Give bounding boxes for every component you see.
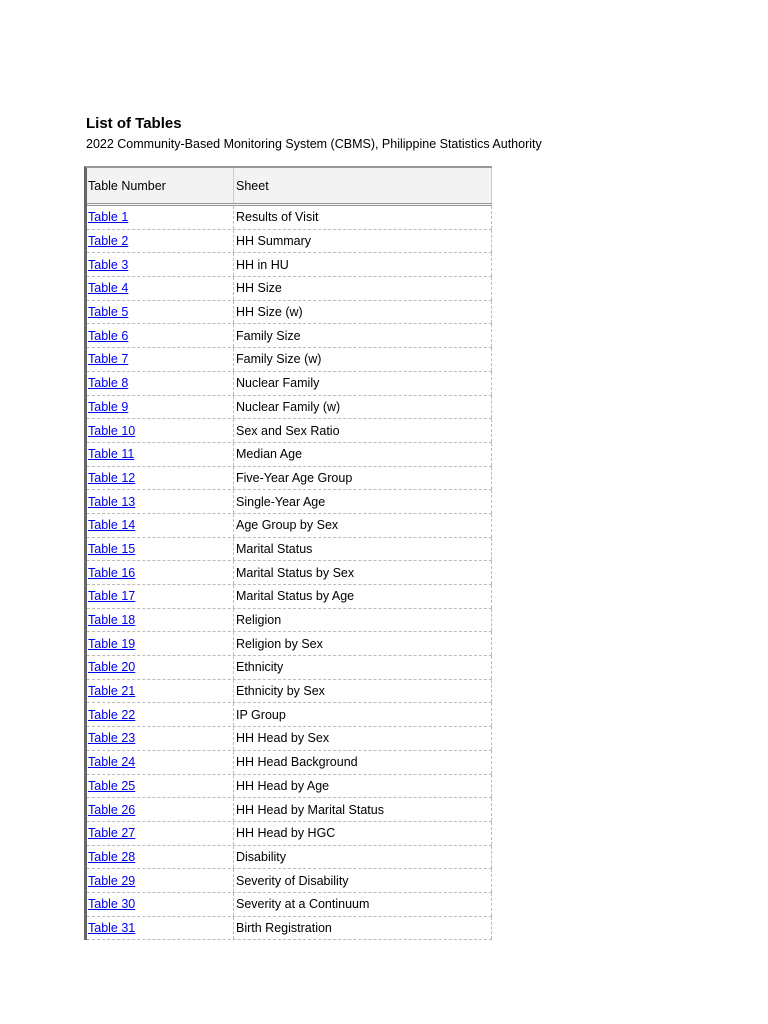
table-number-cell	[87, 467, 234, 490]
table-row	[87, 253, 492, 277]
table-number-cell	[87, 869, 234, 892]
sheet-name-cell: Median Age	[234, 443, 492, 466]
subtitle: 2022 Community-Based Monitoring System (CBMS), Philippine Statistics Authority	[86, 137, 542, 151]
table-row	[87, 846, 492, 870]
table-link[interactable]: Table 14	[88, 518, 136, 533]
sheet-name-cell: Severity of Disability	[234, 869, 492, 892]
sheet-name-cell: HH Size	[234, 277, 492, 300]
table-row	[87, 609, 492, 633]
sheet-name-cell: Religion	[234, 609, 492, 632]
table-row	[87, 372, 492, 396]
table-link[interactable]: Table 19	[88, 636, 136, 651]
sheet-name-cell: Marital Status by Sex	[234, 561, 492, 584]
table-link[interactable]: Table 5	[88, 305, 129, 320]
table-link[interactable]: Table 3	[88, 257, 129, 272]
sheet-name-cell: Nuclear Family	[234, 372, 492, 395]
table-number-cell	[87, 372, 234, 395]
table-link[interactable]: Table 9	[88, 399, 129, 414]
table-number-cell	[87, 751, 234, 774]
table-link[interactable]: Table 21	[88, 684, 136, 699]
table-row	[87, 585, 492, 609]
table-link[interactable]: Table 2	[88, 234, 129, 249]
table-link[interactable]: Table 18	[88, 613, 136, 628]
table-link[interactable]: Table 25	[88, 778, 136, 793]
table-link[interactable]: Table 23	[88, 731, 136, 746]
table-number-cell	[87, 324, 234, 347]
table-number-cell	[87, 680, 234, 703]
table-row	[87, 467, 492, 491]
table-number-cell	[87, 632, 234, 655]
subtitle-container	[86, 135, 542, 153]
table-number-cell	[87, 443, 234, 466]
table-row	[87, 324, 492, 348]
table-link[interactable]: Table 4	[88, 281, 129, 296]
table-row	[87, 561, 492, 585]
table-number-cell	[87, 609, 234, 632]
table-row	[87, 230, 492, 254]
sheet-name-cell: Age Group by Sex	[234, 514, 492, 537]
table-link[interactable]: Table 31	[88, 920, 136, 935]
table-number-cell	[87, 206, 234, 229]
table-link[interactable]: Table 8	[88, 376, 129, 391]
table-row	[87, 680, 492, 704]
table-link[interactable]: Table 30	[88, 897, 136, 912]
sheet-name-cell: HH Head by HGC	[234, 822, 492, 845]
header-table-number: Table Number	[87, 168, 234, 203]
sheet-name-cell: HH Head by Marital Status	[234, 798, 492, 821]
table-row	[87, 277, 492, 301]
table-link[interactable]: Table 27	[88, 826, 136, 841]
tables-list	[84, 166, 492, 940]
table-link[interactable]: Table 20	[88, 660, 136, 675]
table-link[interactable]: Table 10	[88, 423, 136, 438]
table-row	[87, 419, 492, 443]
table-number-cell	[87, 490, 234, 513]
sheet-name-cell: Sex and Sex Ratio	[234, 419, 492, 442]
table-row	[87, 703, 492, 727]
sheet-name-cell: Nuclear Family (w)	[234, 396, 492, 419]
table-number-cell	[87, 893, 234, 916]
table-link[interactable]: Table 22	[88, 707, 136, 722]
table-number-cell	[87, 230, 234, 253]
table-row	[87, 893, 492, 917]
table-row	[87, 396, 492, 420]
table-link[interactable]: Table 29	[88, 873, 136, 888]
table-number-cell	[87, 253, 234, 276]
table-row	[87, 348, 492, 372]
table-number-cell	[87, 917, 234, 940]
sheet-name-cell: HH Size (w)	[234, 301, 492, 324]
table-link[interactable]: Table 16	[88, 565, 136, 580]
table-link[interactable]: Table 28	[88, 849, 136, 864]
table-row	[87, 727, 492, 751]
sheet-name-cell: Disability	[234, 846, 492, 869]
sheet-name-cell: HH Head Background	[234, 751, 492, 774]
table-row	[87, 538, 492, 562]
table-number-cell	[87, 727, 234, 750]
table-link[interactable]: Table 15	[88, 541, 136, 556]
sheet-name-cell: Marital Status	[234, 538, 492, 561]
table-row	[87, 514, 492, 538]
table-header-row	[87, 168, 492, 206]
table-number-cell	[87, 585, 234, 608]
sheet-name-cell: IP Group	[234, 703, 492, 726]
table-number-cell	[87, 561, 234, 584]
table-link[interactable]: Table 1	[88, 210, 129, 225]
table-number-cell	[87, 538, 234, 561]
table-row	[87, 822, 492, 846]
table-row	[87, 917, 492, 941]
table-row	[87, 443, 492, 467]
table-number-cell	[87, 656, 234, 679]
table-number-cell	[87, 396, 234, 419]
sheet-name-cell: HH Head by Age	[234, 775, 492, 798]
table-row	[87, 301, 492, 325]
table-link[interactable]: Table 26	[88, 802, 136, 817]
table-link[interactable]: Table 17	[88, 589, 136, 604]
sheet-name-cell: Severity at a Continuum	[234, 893, 492, 916]
table-number-cell	[87, 775, 234, 798]
sheet-name-cell: HH Summary	[234, 230, 492, 253]
table-row	[87, 656, 492, 680]
table-number-cell	[87, 703, 234, 726]
table-number-cell	[87, 419, 234, 442]
sheet-name-cell: Ethnicity by Sex	[234, 680, 492, 703]
table-row	[87, 751, 492, 775]
sheet-name-cell: HH Head by Sex	[234, 727, 492, 750]
table-number-cell	[87, 798, 234, 821]
table-link[interactable]: Table 6	[88, 328, 129, 343]
table-link[interactable]: Table 7	[88, 352, 129, 367]
table-number-cell	[87, 277, 234, 300]
table-body	[87, 206, 492, 940]
table-number-cell	[87, 514, 234, 537]
table-row	[87, 869, 492, 893]
table-row	[87, 490, 492, 514]
sheet-name-cell: Ethnicity	[234, 656, 492, 679]
header-sheet: Sheet	[234, 168, 492, 203]
sheet-name-cell: Results of Visit	[234, 206, 492, 229]
table-number-cell	[87, 301, 234, 324]
sheet-name-cell: Birth Registration	[234, 917, 492, 940]
table-number-cell	[87, 822, 234, 845]
table-link[interactable]: Table 11	[88, 447, 135, 462]
sheet-name-cell: Five-Year Age Group	[234, 467, 492, 490]
table-link[interactable]: Table 12	[88, 470, 136, 485]
table-row	[87, 798, 492, 822]
sheet-name-cell: Marital Status by Age	[234, 585, 492, 608]
sheet-name-cell: Family Size (w)	[234, 348, 492, 371]
sheet-name-cell: HH in HU	[234, 253, 492, 276]
table-row	[87, 632, 492, 656]
table-link[interactable]: Table 24	[88, 755, 136, 770]
table-row	[87, 206, 492, 230]
sheet-name-cell: Single-Year Age	[234, 490, 492, 513]
page-title: List of Tables	[86, 115, 182, 132]
table-row	[87, 775, 492, 799]
table-number-cell	[87, 348, 234, 371]
sheet-name-cell: Family Size	[234, 324, 492, 347]
table-link[interactable]: Table 13	[88, 494, 136, 509]
table-number-cell	[87, 846, 234, 869]
sheet-name-cell: Religion by Sex	[234, 632, 492, 655]
